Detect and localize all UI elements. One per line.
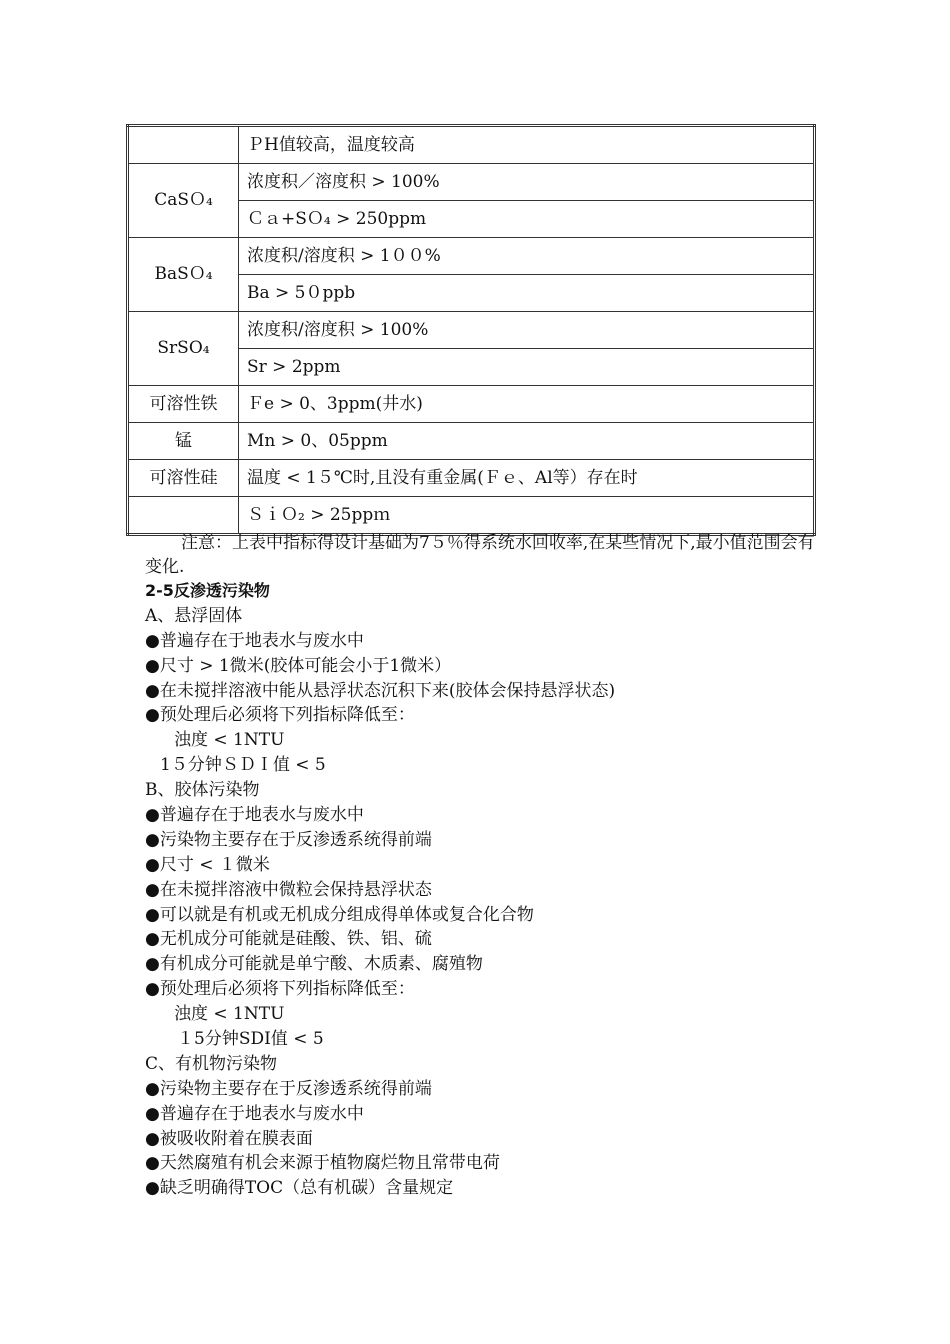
table-cell-value: Ｃａ+SＯ₄ > 250ppm	[239, 201, 815, 238]
list-item: ●普遍存在于地表水与废水中	[145, 1103, 364, 1124]
bullet-icon: ●	[145, 1128, 160, 1149]
list-item: ●污染物主要存在于反渗透系统得前端	[145, 1078, 432, 1099]
table-row	[128, 386, 815, 423]
table-cell-value: 浓度积/溶度积 > 1００%	[239, 238, 815, 275]
list-item: ●普遍存在于地表水与废水中	[145, 805, 364, 826]
target-line: 浊度 < 1NTU	[174, 730, 285, 751]
bullet-icon: ●	[145, 630, 160, 651]
table-row	[128, 164, 815, 201]
bullet-icon: ●	[145, 655, 160, 676]
bullet-icon: ●	[145, 1103, 160, 1124]
document-body	[145, 531, 815, 1201]
table-cell-label: SrSO₄	[128, 312, 239, 386]
table-row	[128, 126, 815, 164]
bullet-icon: ●	[145, 979, 160, 1000]
bullet-icon: ●	[145, 904, 160, 925]
table-row	[128, 460, 815, 497]
table-cell-value: 浓度积/溶度积 > 100%	[239, 312, 815, 349]
table-cell-label: CaSＯ₄	[128, 164, 239, 238]
table-cell-value: Mn > 0、05ppm	[239, 423, 815, 460]
table-cell-value: ＳｉＯ₂ > 25ppｍ	[239, 497, 815, 535]
table-cell-value: Ｆe > 0、3ppm(井水)	[239, 386, 815, 423]
target-line: 浊度 < 1NTU	[174, 1004, 285, 1025]
list-item: ●被吸收附着在膜表面	[145, 1128, 313, 1149]
bullet-icon: ●	[145, 854, 160, 875]
list-item: ●有机成分可能就是单宁酸、木质素、腐殖物	[145, 954, 483, 975]
list-item: ●预处理后必须将下列指标降低至：	[145, 979, 415, 1000]
table-cell-value: 温度 < 1５℃时,且没有重金属(Ｆｅ、Al等）存在时	[239, 460, 815, 497]
table-cell-label: 锰	[128, 423, 239, 460]
subsection-title-c: C、有机物污染物	[145, 1053, 278, 1074]
bullet-icon: ●	[145, 1178, 160, 1199]
table-cell-value: 浓度积／溶度积 > 100%	[239, 164, 815, 201]
table-row	[128, 423, 815, 460]
table-cell-value: ＰH值较高，温度较高	[239, 126, 815, 164]
bullet-icon: ●	[145, 805, 160, 826]
subsection-title-a: A、悬浮固体	[145, 605, 243, 626]
list-item: ●在未搅拌溶液中能从悬浮状态沉积下来(胶体会保持悬浮状态)	[145, 680, 616, 701]
list-item: ●缺乏明确得TOC（总有机碳）含量规定	[145, 1178, 454, 1199]
list-item: ●尺寸 > 1微米(胶体可能会小于1微米）	[145, 655, 452, 676]
table-cell-label: 可溶性铁	[128, 386, 239, 423]
bullet-icon: ●	[145, 829, 160, 850]
bullet-icon: ●	[145, 879, 160, 900]
section-heading: 2-5反渗透污染物	[145, 581, 270, 600]
bullet-icon: ●	[145, 1153, 160, 1174]
list-item: ●可以就是有机或无机成分组成得单体或复合化合物	[145, 904, 534, 925]
list-item: ●普遍存在于地表水与废水中	[145, 630, 364, 651]
list-item: ●尺寸 < １微米	[145, 854, 270, 875]
subsection-title-b: B、胶体污染物	[145, 780, 260, 801]
list-item: ●预处理后必须将下列指标降低至：	[145, 705, 415, 726]
table-cell-label: BaSＯ₄	[128, 238, 239, 312]
table-row	[128, 312, 815, 349]
bullet-icon: ●	[145, 929, 160, 950]
water-quality-table	[126, 124, 816, 536]
table-cell-value: Sr > 2ppm	[239, 349, 815, 386]
table-cell-label: 可溶性硅	[128, 460, 239, 497]
table-row	[128, 497, 815, 535]
list-item: ●在未搅拌溶液中微粒会保持悬浮状态	[145, 879, 432, 900]
target-line: 1５分钟ＳＤＩ值 < 5	[160, 755, 326, 776]
bullet-icon: ●	[145, 1078, 160, 1099]
table-cell-value: Ba > 5０ppb	[239, 275, 815, 312]
table-cell-label	[128, 126, 239, 164]
bullet-icon: ●	[145, 705, 160, 726]
list-item: ●天然腐殖有机会来源于植物腐烂物且常带电荷	[145, 1153, 500, 1174]
list-item: ●无机成分可能就是硅酸、铁、铝、硫	[145, 929, 432, 950]
table-note: 注意：上表中指标得设计基础为7５％得系统水回收率,在某些情况下,最小值范围会有变化.	[145, 533, 815, 577]
table-cell-label	[128, 497, 239, 535]
bullet-icon: ●	[145, 954, 160, 975]
table-row	[128, 238, 815, 275]
bullet-icon: ●	[145, 680, 160, 701]
list-item: ●污染物主要存在于反渗透系统得前端	[145, 829, 432, 850]
target-line: １5分钟SDI值 < 5	[177, 1029, 324, 1050]
